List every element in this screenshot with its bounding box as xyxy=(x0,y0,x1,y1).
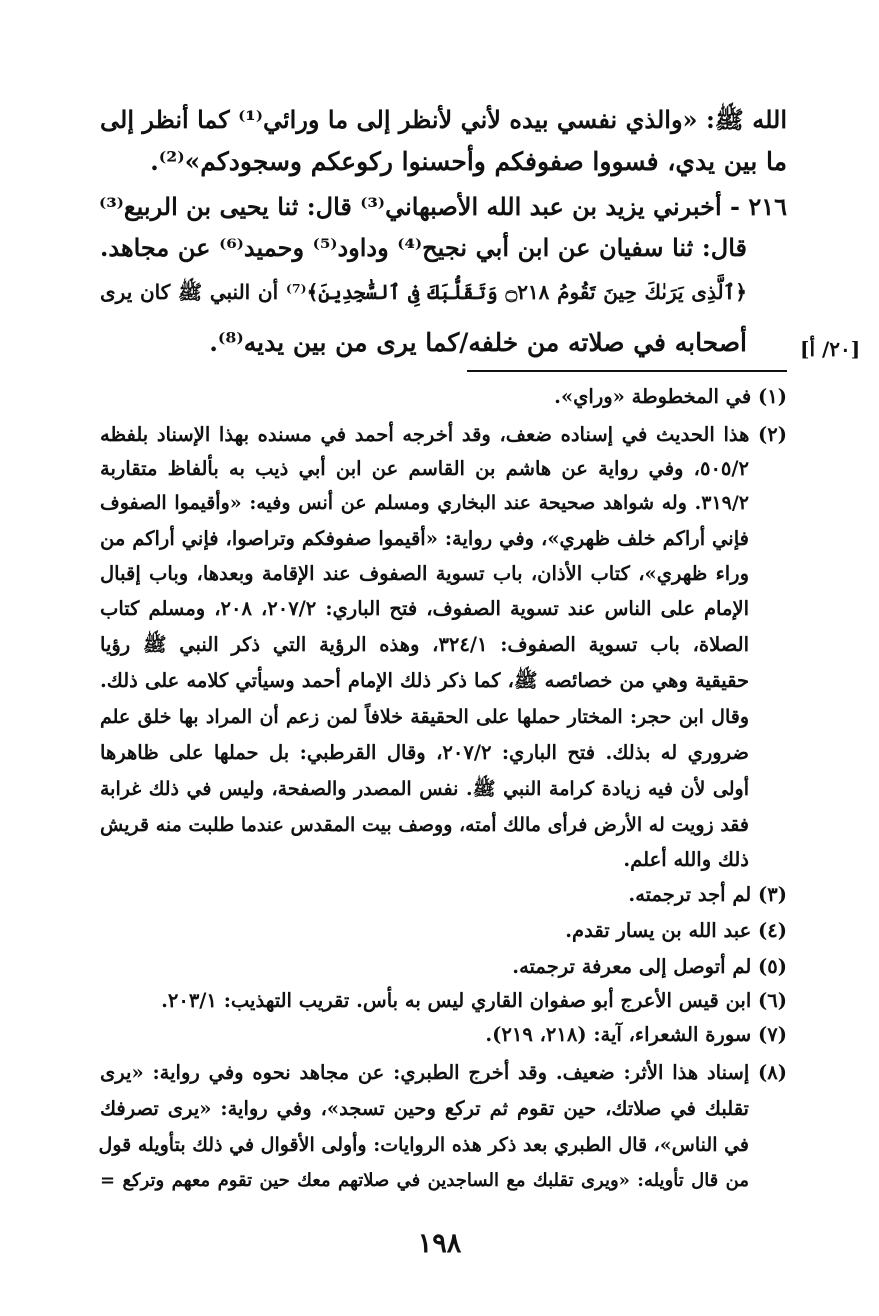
manuscript-folio-marker: [٢٠/ أ] xyxy=(800,337,861,361)
footnote-line: (٧) سورة الشعراء، آية: (٢١٨، ٢١٩). xyxy=(485,1023,787,1046)
main-line: ما بين يدي، فسووا صفوفكم وأحسنوا ركوعكم وسجودكم»⁽²⁾. xyxy=(150,147,787,176)
footnote-line: (٣) لم أجد ترجمته. xyxy=(628,883,787,906)
footnote-line: حقيقية وهي من خصائصه ﷺ، كما ذكر ذلك الإمام أحمد وسيأتي كلامه على ذلك. xyxy=(100,669,749,692)
footnote-line: الصلاة، باب تسوية الصفوف: ٣٢٤/١، وهذه الرؤية التي ذكر النبي ﷺ رؤيا xyxy=(100,633,750,656)
page-number: ١٩٨ xyxy=(417,1228,462,1259)
footnote-line: من قال تأويله: «ويرى تقلبك مع الساجدين في صلاتهم معك حين تقوم معهم وتركع = xyxy=(100,1170,749,1191)
footnote-line: ضروري له بذلك. فتح الباري: ٢٠٧/٢، وقال القرطبي: بل حملها على ظاهرها xyxy=(100,741,749,764)
footnote-line: ٣١٩/٢. وله شواهد صحيحة عند البخاري ومسلم عن أنس وفيه: «وأقيموا الصفوف xyxy=(100,492,749,514)
footnote-line: (٢) هذا الحديث في إسناده ضعف، وقد أخرجه أحمد في مسنده بهذا الإسناد بلفظه xyxy=(100,423,787,446)
footnote-line: أولى لأن فيه زيادة كرامة النبي ﷺ. نفس المصدر والصفحة، وليس في ذلك غرابة xyxy=(100,778,749,800)
main-line: الله ﷺ: «والذي نفسي بيده لأني لأنظر إلى ما ورائي⁽¹⁾ كما أنظر إلى xyxy=(100,105,788,134)
footnote-line: (٥) لم أتوصل إلى معرفة ترجمته. xyxy=(512,955,787,978)
footnote-line: وراء ظهري»، كتاب الأذان، باب تسوية الصفوف عند الإقامة وبعدها، وباب إقبال xyxy=(100,562,749,585)
footnote-line: (٦) ابن قيس الأعرج أبو صفوان القاري ليس به بأس. تقريب التهذيب: ٢٠٣/١. xyxy=(161,989,787,1012)
footnote-line: ٥٠٥/٢، وفي رواية عن هاشم بن القاسم عن ابن أبي ذيب به بألفاظ متقاربة xyxy=(100,457,749,480)
footnote-line: ذلك والله أعلم. xyxy=(623,848,749,871)
footnote-line: (١) في المخطوطة «وراي». xyxy=(554,385,787,408)
footnote-line: فقد زويت له الأرض فرأى مالك أمته، ووصف بيت المقدس عندما طلبت منه قريش xyxy=(100,814,749,836)
main-line: ٢١٦ - أخبرني يزيد بن عبد الله الأصبهاني⁽³⁾ قال: ثنا يحيى بن الربيع⁽³⁾ xyxy=(99,192,787,221)
main-line: قال: ثنا سفيان عن ابن أبي نجيح⁽⁴⁾ وداود⁽⁵⁾ وحميد⁽⁶⁾ عن مجاهد. xyxy=(100,233,748,262)
footnote-line: في الناس»، قال الطبري بعد ذكر هذه الروايات: وأولى الأقوال في ذلك بتأويله قول xyxy=(98,1134,749,1156)
footnote-line: (٨) إسناد هذا الأثر: ضعيف. وقد أخرج الطبري: عن مجاهد نحوه وفي رواية: «يرى xyxy=(100,1061,787,1084)
main-line: أصحابه في صلاته من خلفه/كما يرى من بين يديه⁽⁸⁾. xyxy=(209,328,747,357)
footnote-separator xyxy=(467,370,787,372)
footnote-line: فإني أراكم خلف ظهري»، وفي رواية: «أقيموا صفوفكم وتراصوا، فإني أراكم من xyxy=(100,527,749,550)
footnote-line: (٤) عبد الله بن يسار تقدم. xyxy=(565,919,787,942)
footnote-line: تقلبك في صلاتك، حين تقوم ثم تركع وحين تسجد»، وفي رواية: «يرى تصرفك xyxy=(100,1097,749,1120)
footnote-line: وقال ابن حجر: المختار حملها على الحقيقة خلافاً لمن زعم أن المراد بها خلق علم xyxy=(100,706,749,728)
quran-verse-line: ﴿ٱلَّذِى يَرَىٰكَ حِينَ تَقُومُ ۝٢١٨ وَتَقَلُّبَكَ فِى ٱلسَّٰجِدِينَ﴾⁽⁷⁾ أن النبي ﷺ كان يرى xyxy=(100,280,747,304)
footnote-line: الإمام على الناس عند تسوية الصفوف، فتح الباري: ٢٠٧/٢، ٢٠٨، ومسلم كتاب xyxy=(100,597,749,620)
